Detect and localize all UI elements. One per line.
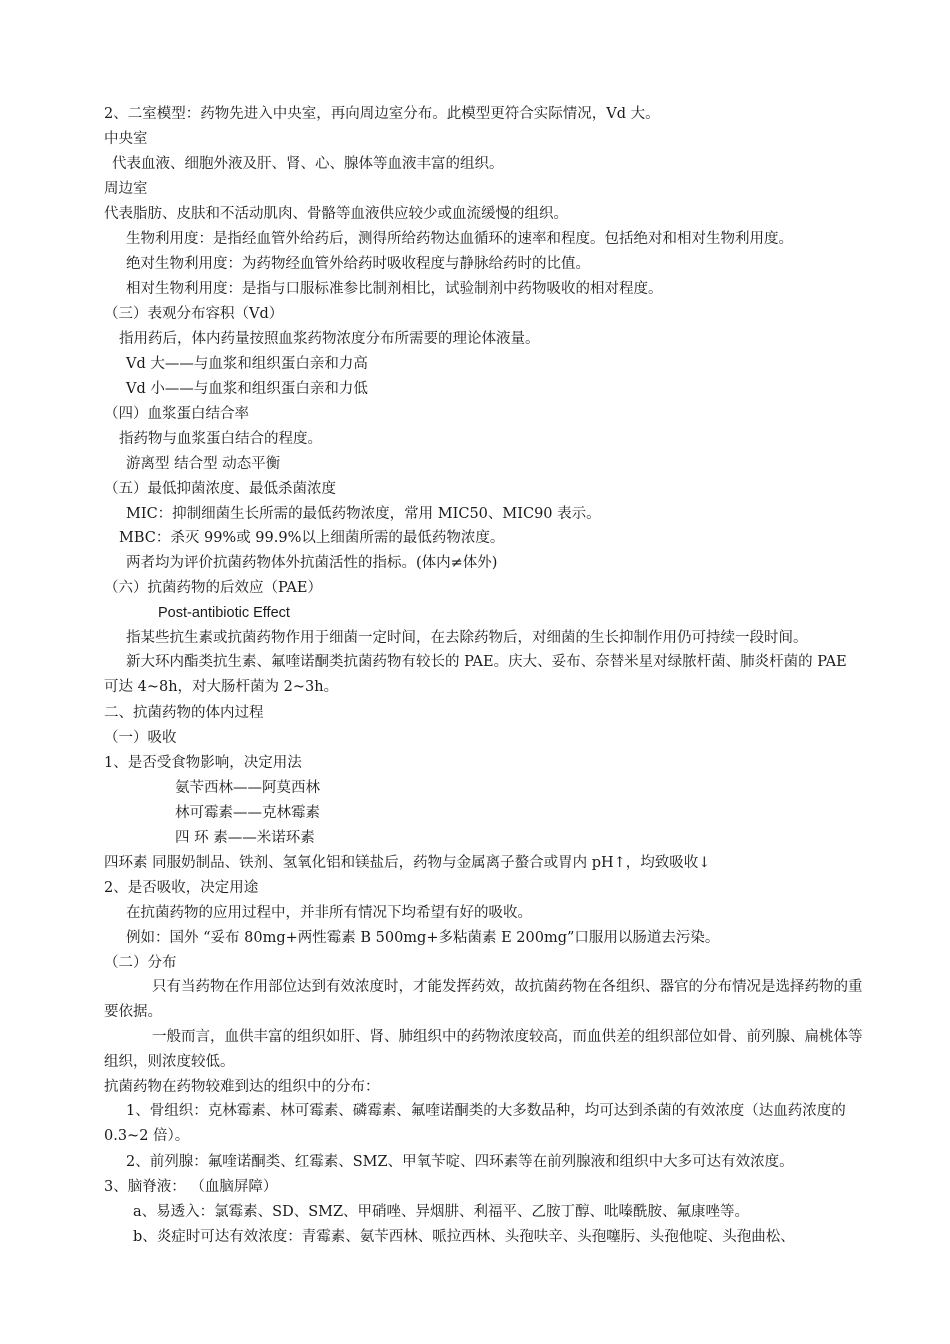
text-line: 指药物与血浆蛋白结合的程度。 xyxy=(119,431,322,447)
text-line: 2、二室模型：药物先进入中央室，再向周边室分布。此模型更符合实际情况，Vd 大。 xyxy=(104,106,660,122)
paragraph: 只有当药物在作用部位达到有效浓度时，才能发挥药效，故抗菌药物在各组织、器官的分布情况是选择药物的重要依据。 xyxy=(104,979,863,1020)
section-label: 周边室 xyxy=(104,181,148,197)
text-line: 两者均为评价抗菌药物体外抗菌活性的指标。(体内≠体外) xyxy=(126,555,498,571)
section-heading: （四）血浆蛋白结合率 xyxy=(104,406,249,422)
text-line: 游离型 结合型 动态平衡 xyxy=(126,456,281,472)
text-line: 氨苄西林——阿莫西林 xyxy=(175,780,320,796)
text-line: 四环素 同服奶制品、铁剂、氢氧化铝和镁盐后，药物与金属离子螯合或胃内 pH↑，均致吸收↓ xyxy=(104,855,711,871)
text-line: MBC：杀灭 99%或 99.9%以上细菌所需的最低药物浓度。 xyxy=(119,530,505,546)
text-line: 相对生物利用度：是指与口服标准参比制剂相比，试验制剂中药物吸收的相对程度。 xyxy=(126,281,663,297)
section-heading: （六）抗菌药物的后效应（PAE） xyxy=(104,580,322,596)
text-line: 在抗菌药物的应用过程中，并非所有情况下均希望有好的吸收。 xyxy=(126,905,532,921)
text-line: 指用药后，体内药量按照血浆药物浓度分布所需要的理论体液量。 xyxy=(119,331,540,347)
section-heading: 二、抗菌药物的体内过程 xyxy=(104,705,264,721)
text-line: 指某些抗生素或抗菌药物作用于细菌一定时间，在去除药物后，对细菌的生长抑制作用仍可持续一段时间。 xyxy=(126,630,808,646)
text-line: 林可霉素——克林霉素 xyxy=(175,805,320,821)
text-line: 1、是否受食物影响，决定用法 xyxy=(104,755,302,771)
text-line: b、炎症时可达有效浓度：青霉素、氨苄西林、哌拉西林、头孢呋辛、头孢噻肟、头孢他啶、头孢曲松、 xyxy=(133,1229,795,1245)
text-line: Post-antibiotic Effect xyxy=(158,605,290,621)
text-line: 绝对生物利用度：为药物经血管外给药时吸收程度与静脉给药时的比值。 xyxy=(126,256,590,272)
text-line: 生物利用度：是指经血管外给药后，测得所给药物达血循环的速率和程度。包括绝对和相对生物利用度。 xyxy=(126,231,793,247)
paragraph: 新大环内酯类抗生素、氟喹诺酮类抗菌药物有较长的 PAE。庆大、妥布、奈替米星对绿脓杆菌、肺炎杆菌的 PAE 可达 4~8h，对大肠杆菌为 2~3h。 xyxy=(104,654,847,695)
text-line: Vd 小——与血浆和组织蛋白亲和力低 xyxy=(126,381,368,397)
text-line: 代表血液、细胞外液及肝、肾、心、腺体等血液丰富的组织。 xyxy=(112,156,504,172)
paragraph: 1、骨组织：克林霉素、林可霉素、磷霉素、氟喹诺酮类的大多数品种，均可达到杀菌的有效浓度（达血药浓度的 0.3~2 倍）。 xyxy=(104,1103,846,1144)
section-heading: （一）吸收 xyxy=(104,730,177,746)
section-label: 中央室 xyxy=(104,131,148,147)
text-line: MIC：抑制细菌生长所需的最低药物浓度，常用 MIC50、MIC90 表示。 xyxy=(126,506,601,522)
text-line: a、易透入：氯霉素、SD、SMZ、甲硝唑、异烟肼、利福平、乙胺丁醇、吡嗪酰胺、氟康唑等。 xyxy=(133,1204,750,1220)
text-line: 3、脑脊液： （血脑屏障） xyxy=(104,1179,278,1195)
text-line: Vd 大——与血浆和组织蛋白亲和力高 xyxy=(126,356,368,372)
text-line: 2、前列腺：氟喹诺酮类、红霉素、SMZ、甲氧苄啶、四环素等在前列腺液和组织中大多可达有效浓度。 xyxy=(126,1154,794,1170)
section-heading: （二）分布 xyxy=(104,955,177,971)
paragraph: 一般而言，血供丰富的组织如肝、肾、肺组织中的药物浓度较高，而血供差的组织部位如骨、前列腺、扁桃体等组织，则浓度较低。 xyxy=(104,1029,863,1070)
text-line: 抗菌药物在药物较难到达的组织中的分布： xyxy=(104,1079,380,1095)
text-line: 四 环 素——米诺环素 xyxy=(175,830,315,846)
text-line: 例如：国外 “妥布 80mg+两性霉素 B 500mg+多粘菌素 E 200mg”口服用以肠道去污染。 xyxy=(126,930,720,946)
text-line: 代表脂肪、皮肤和不活动肌肉、骨骼等血液供应较少或血流缓慢的组织。 xyxy=(104,206,568,222)
text-line: 2、是否吸收，决定用途 xyxy=(104,880,259,896)
section-heading: （三）表观分布容积（Vd） xyxy=(104,306,284,322)
section-heading: （五）最低抑菌浓度、最低杀菌浓度 xyxy=(104,481,336,497)
